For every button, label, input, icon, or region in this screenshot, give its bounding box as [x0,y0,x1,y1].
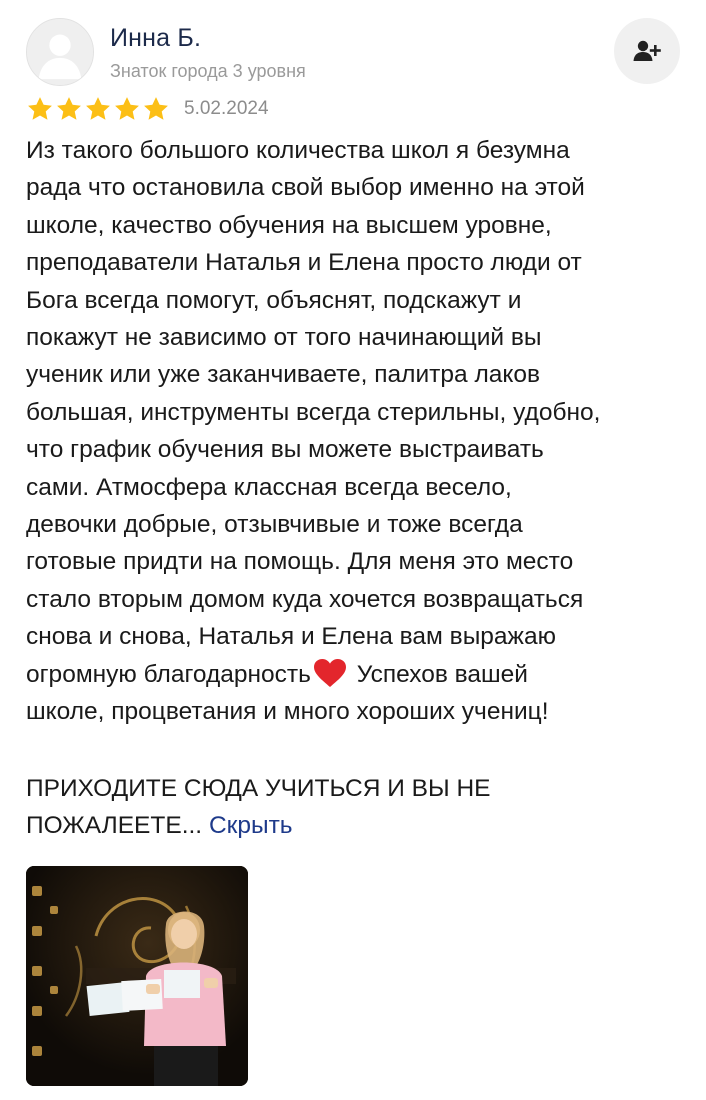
star-icon [55,95,83,123]
add-user-icon [632,36,662,66]
star-rating [26,95,170,123]
author-level: Знаток города 3 уровня [110,61,306,81]
star-icon [26,95,54,123]
review-line-text: ПОЖАЛЕЕТЕ... [26,812,203,840]
default-user-avatar-icon [27,19,93,85]
subscribe-button[interactable] [614,18,680,84]
review-line [26,807,686,844]
review-text-caps [26,770,686,845]
red-heart-icon [312,657,348,689]
review-line: Из такого большого количества школ я безумна [26,137,570,164]
review-date: 5.02.2024 [184,98,269,119]
star-icon [113,95,141,123]
review-line-text: Успехов вашей [349,660,528,688]
review-line-text: огромную благодарность [26,660,311,688]
review-line: готовые придти на помощь. Для меня это место [26,548,574,576]
review-line: школе, процветания и много хороших учениц! [26,698,549,726]
rating-row [26,92,269,126]
review-photo[interactable] [26,866,248,1086]
review-line: что график обучения вы можете выстраивать [26,436,544,464]
review-line: девочки добрые, отзывчивые и тоже всегда [26,511,523,539]
review-photo-thumbnail-icon [26,866,248,1086]
review-line: большая, инструменты всегда стерильны, удобно, [26,398,601,426]
review-line: школе, качество обучения на высшем уровне, [26,211,552,239]
review-line: ученик или уже заканчиваете, палитра лаков [26,361,540,389]
review-line: стало вторым домом куда хочется возвращаться [26,585,584,613]
review-line: покажут не зависимо от того начинающий вы [26,324,542,352]
review-line: снова и снова, Наталья и Елена вам выражаю [26,623,556,651]
review-text [26,132,686,731]
review-line: Бога всегда помогут, объяснят, подскажут и [26,286,522,314]
author-avatar[interactable] [26,18,94,86]
star-icon [142,95,170,123]
review-line: преподаватели Наталья и Елена просто люди от [26,249,582,277]
review-line: ПРИХОДИТЕ СЮДА УЧИТЬСЯ И ВЫ НЕ [26,775,491,802]
review-line: рада что остановила свой выбор именно на этой [26,174,585,202]
review-line: сами. Атмосфера классная всегда весело, [26,473,512,501]
star-icon [84,95,112,123]
collapse-link[interactable]: Скрыть [208,812,293,840]
author-name[interactable]: Инна Б. [110,24,202,52]
review-line [26,656,686,693]
